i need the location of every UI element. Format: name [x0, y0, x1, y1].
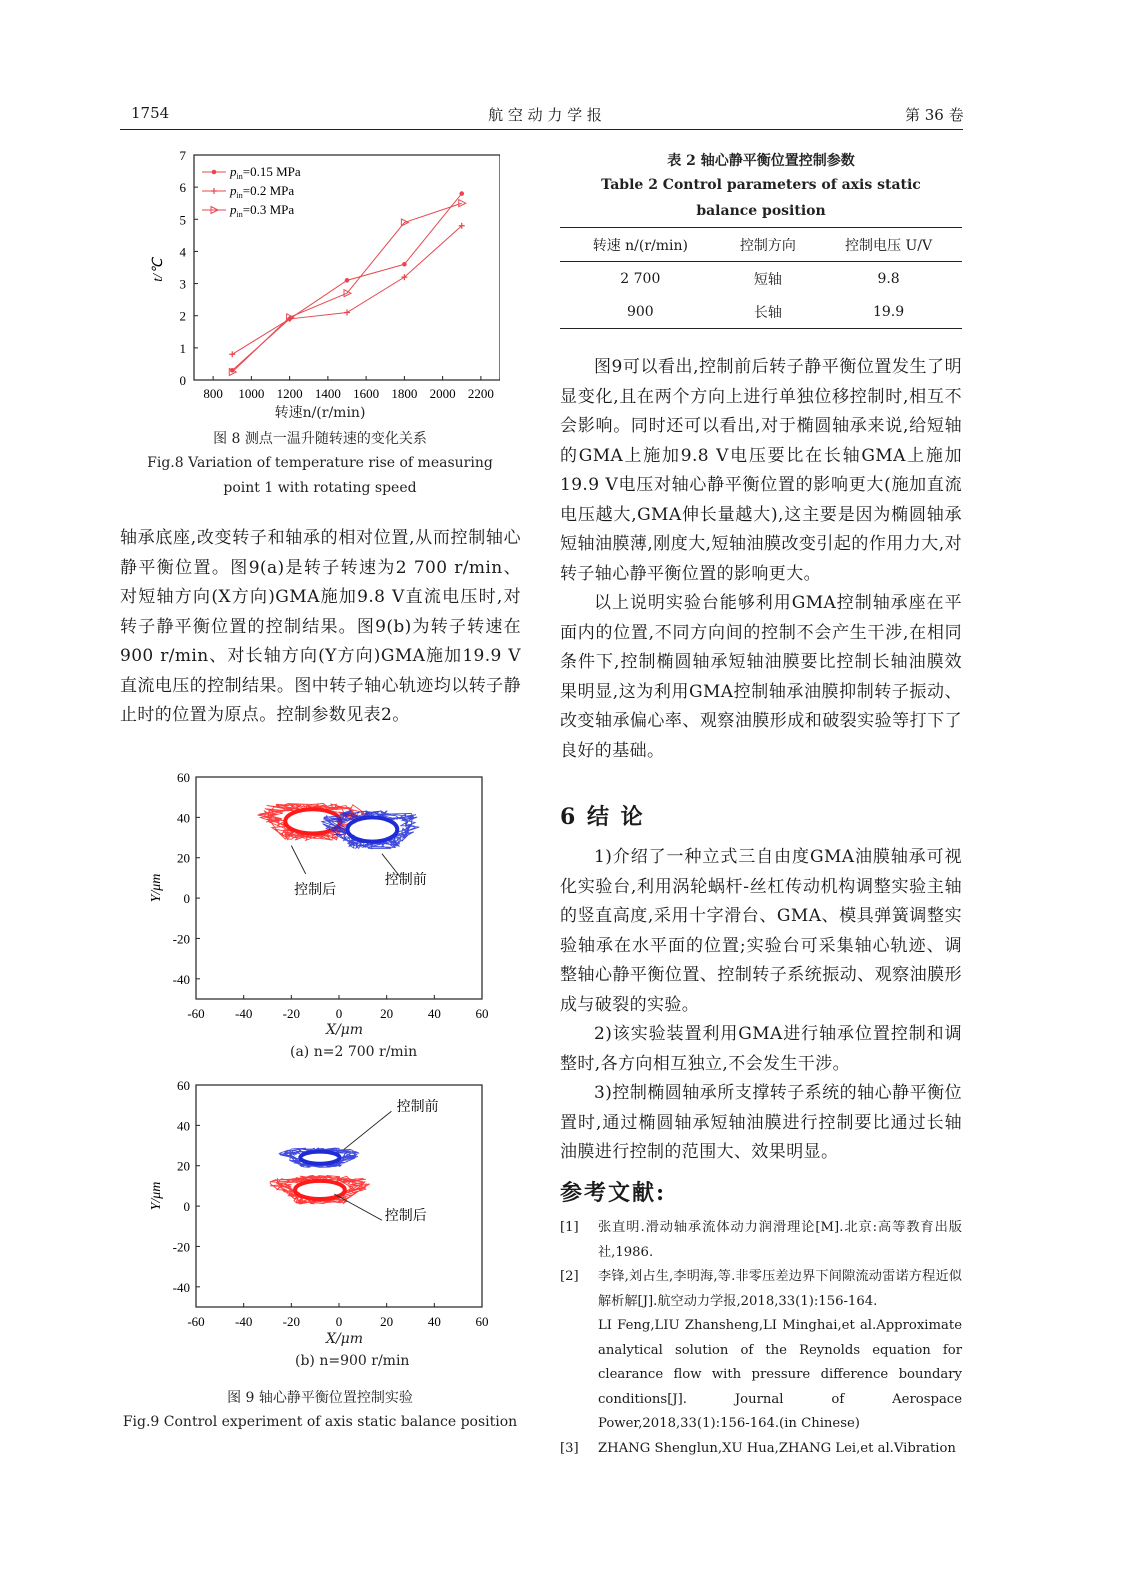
x-tick-label: 40: [427, 1006, 441, 1021]
reference-number: [2]: [560, 1269, 579, 1284]
y-tick-label: 40: [177, 1118, 190, 1134]
legend-label: [229, 164, 301, 181]
y-tick-label: 5: [179, 212, 186, 228]
x-tick-label: 1200: [276, 386, 303, 401]
legend-label-sub: in: [236, 191, 243, 200]
header-rule: [120, 129, 963, 130]
y-tick-label: 40: [177, 810, 190, 826]
figure8-caption-en-2: point 1 with rotating speed: [223, 480, 417, 496]
table2-cell: 长轴: [721, 295, 815, 329]
volume-label: 第 36 卷: [905, 106, 964, 124]
y-tick-label: -20: [172, 931, 190, 947]
series-point: [212, 170, 217, 175]
page-number: 1754: [131, 104, 170, 122]
table2-header: 控制方向: [721, 228, 815, 262]
series-point: [344, 310, 350, 316]
annotation-label: 控制前: [384, 872, 427, 888]
right-paragraph: 图9可以看出,控制前后转子静平衡位置发生了明显变化,且在两个方向上进行单独位移控制时,相互不会影响。同时还可以看出,对于椭圆轴承来说,给短轴的GMA上施加9.8 V电压要比在长轴GMA上施加19.9 V电压对轴心静平衡位置的影响更大(施加直流电压越大,GMA伸长量越大),这主要是因为椭圆轴承短轴油膜薄,刚度大,短轴油膜改变引起的作用力大,对转子轴心静平衡位置的影响更大。: [560, 357, 962, 584]
table2-cell: 短轴: [753, 271, 782, 288]
x-tick-label: 800: [203, 386, 223, 401]
series-point: [402, 262, 407, 267]
annotation-leader: [344, 1111, 392, 1149]
x-tick-label: 2200: [467, 386, 494, 401]
journal-title: 航 空 动 力 学 报: [488, 106, 602, 124]
y-tick-label: 60: [177, 1078, 190, 1093]
plot-frame: [196, 777, 482, 999]
x-tick-label: 40: [427, 1314, 441, 1329]
reference-number: [3]: [560, 1440, 579, 1456]
orbit-core: [295, 1181, 345, 1199]
legend-label-rest: =0.15 MPa: [242, 164, 301, 179]
x-tick-label: 60: [475, 1314, 489, 1329]
legend-label: [229, 183, 294, 200]
table2-title-cn: 表 2 轴心静平衡位置控制参数: [667, 153, 855, 169]
figure9a-chart: [140, 765, 510, 1065]
table2-title-en-1: Table 2 Control parameters of axis static: [601, 177, 921, 193]
legend-label-rest: =0.2 MPa: [242, 183, 295, 198]
section6-title: 6 结 论: [560, 804, 645, 830]
right-body-text: [560, 353, 962, 766]
references-list: [560, 1216, 962, 1461]
figure9b-subcaption: (b) n=900 r/min: [295, 1353, 410, 1369]
y-tick-label: 1: [179, 340, 186, 356]
left-body-text: [120, 524, 521, 731]
conclusion-item: 1)介绍了一种立式三自由度GMA油膜轴承可视化实验台,利用涡轮蜗杆-丝杠传动机构调整实验主轴的竖直高度,采用十字滑台、GMA、模具弹簧调整实验轴承在水平面的位置;实验台可采集轴心轨迹、调整轴心静平衡位置、控制转子系统振动、观察油膜形成与破裂的实验。: [560, 847, 962, 1015]
orbit-core: [347, 817, 397, 841]
figure8-plot-frame: [194, 155, 500, 380]
figure8-y-label: t/℃: [151, 258, 166, 282]
y-tick-label: 20: [177, 1158, 190, 1174]
figure8-caption-en-1: Fig.8 Variation of temperature rise of measuring: [147, 455, 493, 471]
series-line: [232, 226, 462, 355]
reference-item: [560, 1265, 962, 1437]
table2-header: 控制电压 U/V: [815, 228, 962, 262]
figure9a-subcaption: (a) n=2 700 r/min: [290, 1044, 418, 1060]
x-tick-label: 20: [380, 1006, 394, 1021]
legend-label-p: p: [230, 183, 237, 198]
x-tick-label: -60: [187, 1006, 205, 1021]
y-tick-label: 4: [179, 244, 186, 260]
table-row: [560, 262, 962, 296]
reference-item: [560, 1437, 962, 1462]
table2: [560, 227, 962, 329]
y-tick-label: 7: [179, 148, 186, 163]
legend-label-sub: in: [236, 210, 243, 219]
reference-item: [560, 1216, 962, 1265]
series-point: [459, 200, 466, 207]
reference-text: [598, 1265, 962, 1437]
x-tick-label: 1000: [238, 386, 265, 401]
legend-label-rest: =0.3 MPa: [242, 202, 295, 217]
y-tick-label: 0: [179, 373, 186, 388]
figure9a-x-label: X/μm: [326, 1022, 364, 1038]
x-tick-label: -40: [234, 1314, 253, 1329]
annotation-leader: [334, 1194, 382, 1220]
figure9-caption-en: Fig.9 Control experiment of axis static balance position: [122, 1414, 518, 1430]
reference-text: ZHANG Shenglun,XU Hua,ZHANG Lei,et al.Vibration: [598, 1440, 956, 1456]
x-tick-label: 0: [335, 1006, 343, 1021]
legend-label: [229, 202, 294, 219]
figure8-chart: [140, 140, 500, 425]
left-paragraph: 轴承底座,改变转子和轴承的相对位置,从而控制轴心静平衡位置。图9(a)是转子转速为2 700 r/min、对短轴方向(X方向)GMA施加9.8 V直流电压时,对转子静平衡位置的控制结果。图9(b)为转子转速在900 r/min、对长轴方向(Y方向)GMA施加19.9 V直流电压的控制结果。图中转子轴心轨迹均以转子静止时的位置为原点。控制参数见表2。: [120, 528, 521, 725]
series-star: [230, 191, 464, 372]
series-point: [229, 351, 235, 357]
figure9-caption-cn: 图 9 轴心静平衡位置控制实验: [227, 1390, 413, 1406]
references-title: 参考文献:: [560, 1180, 667, 1206]
legend-label-p: p: [230, 202, 237, 217]
series-plus: [229, 223, 465, 358]
table2-header-row: [560, 228, 962, 262]
table2-cell: 9.8: [877, 270, 900, 287]
reference-text: 张直明.滑动轴承流体动力润滑理论[M].北京:高等教育出版社,1986.: [598, 1220, 962, 1260]
conclusion-item: 2)该实验装置利用GMA进行轴承位置控制和调整时,各方向相互独立,不会发生干涉。: [560, 1024, 962, 1074]
y-tick-label: 0: [183, 1199, 190, 1215]
x-tick-label: 0: [335, 1314, 343, 1329]
annotation-leader: [291, 846, 305, 874]
x-tick-label: -40: [234, 1006, 253, 1021]
series-line: [232, 203, 462, 372]
series-point: [345, 278, 350, 283]
x-tick-label: 1800: [391, 386, 418, 401]
legend-label-sub: in: [236, 172, 243, 181]
reference-text-cn: 李锋,刘占生,李明海,等.非零压差边界下间隙流动雷诺方程近似解析解[J].航空动力学报,2018,33(1):156-164.: [598, 1269, 962, 1309]
y-axis-label: Y/μm: [149, 1181, 164, 1211]
series-point: [459, 191, 464, 196]
orbit-core: [300, 1152, 339, 1164]
y-tick-label: -40: [172, 971, 190, 987]
table2-cell: 19.9: [815, 295, 962, 329]
right-paragraph: 以上说明实验台能够利用GMA控制轴承座在平面内的位置,不同方向间的控制不会产生干涉,在相同条件下,控制椭圆轴承短轴油膜要比控制长轴油膜效果明显,这为利用GMA控制轴承油膜抑制转子振动、改变轴承偏心率、观察油膜形成和破裂实验等打下了良好的基础。: [560, 593, 962, 761]
y-tick-label: 20: [177, 850, 190, 866]
y-tick-label: 0: [183, 891, 190, 907]
x-tick-label: 2000: [429, 386, 456, 401]
table2-cell: 2 700: [620, 270, 661, 287]
reference-number: [1]: [560, 1220, 579, 1235]
annotation-label: 控制后: [294, 883, 337, 899]
reference-text-en: LI Feng,LIU Zhansheng,LI Minghai,et al.Approximate analytical solution of the Reynolds equation for clearance flow with pressure difference boundary conditions[J]. Journal of Aerospace Power,2018,33(1):156-164.(in Chinese): [598, 1318, 962, 1431]
y-tick-label: -20: [172, 1239, 190, 1255]
table-row: [560, 295, 962, 329]
table2-title-en-2: balance position: [696, 203, 826, 219]
conclusion-item: 3)控制椭圆轴承所支撑转子系统的轴心静平衡位置时,通过椭圆轴承短轴油膜进行控制要比通过长轴油膜进行控制的范围大、效果明显。: [560, 1083, 962, 1162]
series-triangle: [229, 200, 466, 376]
table2-header: 转速 n/(r/min): [560, 228, 721, 262]
figure8-x-label: 转速n/(r/min): [274, 405, 366, 421]
y-tick-label: 6: [179, 180, 186, 196]
figure9b-chart: [140, 1073, 510, 1373]
figure8-caption-cn: 图 8 测点一温升随转速的变化关系: [213, 431, 427, 447]
y-tick-label: -40: [172, 1279, 190, 1295]
x-tick-label: 60: [475, 1006, 489, 1021]
x-tick-label: -20: [282, 1314, 301, 1329]
annotation-label: 控制后: [384, 1209, 427, 1225]
series-point: [211, 188, 217, 194]
y-axis-label: Y/μm: [149, 873, 164, 903]
table2-cell: 900: [560, 295, 721, 329]
x-tick-label: 1400: [314, 386, 341, 401]
annotation-label: 控制前: [396, 1100, 439, 1116]
y-tick-label: 2: [179, 308, 186, 324]
x-tick-label: -20: [282, 1006, 301, 1021]
x-tick-label: 20: [380, 1314, 394, 1329]
legend-label-p: p: [230, 164, 237, 179]
x-tick-label: 1600: [353, 386, 380, 401]
x-tick-label: -60: [187, 1314, 205, 1329]
figure9b-x-label: X/μm: [326, 1331, 364, 1347]
y-tick-label: 3: [179, 276, 186, 292]
y-tick-label: 60: [177, 770, 190, 785]
section6-body: [560, 843, 962, 1168]
